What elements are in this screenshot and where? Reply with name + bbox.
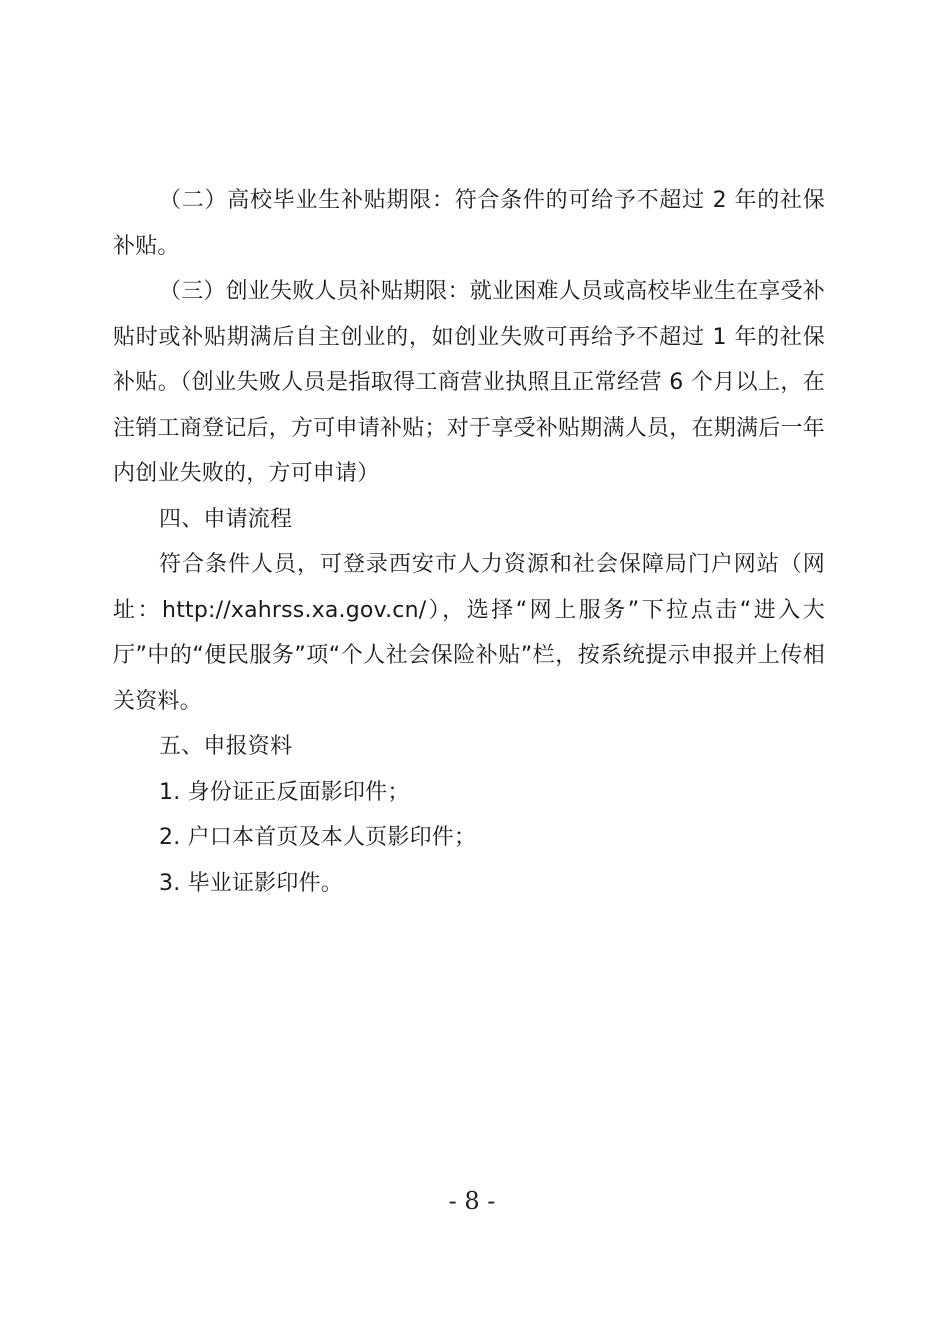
section-heading-application-materials: 五、申报资料 <box>159 734 293 759</box>
document-body <box>113 178 825 906</box>
list-item-id-card-copy: 1. 身份证正反面影印件； <box>159 779 410 805</box>
paragraph-graduate-subsidy-period: （二）高校毕业生补贴期限：符合条件的可给予不超过 2 年的社保补贴。 <box>113 188 825 259</box>
list-item-household-register-copy: 2. 户口本首页及本人页影印件； <box>159 825 477 850</box>
list-item-diploma-copy: 3. 毕业证影印件。 <box>159 870 343 896</box>
page-number: - 8 - <box>448 1187 496 1215</box>
paragraph-application-process: 符合条件人员，可登录西安市人力资源和社会保障局门户网站（网址：http://xahrss.xa.gov.cn/），选择“网上服务”下拉点击“进入大厅”中的“便民服务”项“个人社会保险补贴”栏，按系统提示申报并上传相关资料。 <box>113 552 825 714</box>
paragraph-entrepreneurship-failure-period: （三）创业失败人员补贴期限：就业困难人员或高校毕业生在享受补贴时或补贴期满后自主创业的，如创业失败可再给予不超过 1 年的社保补贴。（创业失败人员是指取得工商营业执照且正常经营 6 个月以上，在注销工商登记后，方可申请补贴；对于享受补贴期满人员，在期满后一年内创业失败的，方可申请） <box>113 279 826 486</box>
section-heading-application-process: 四、申请流程 <box>159 506 293 532</box>
